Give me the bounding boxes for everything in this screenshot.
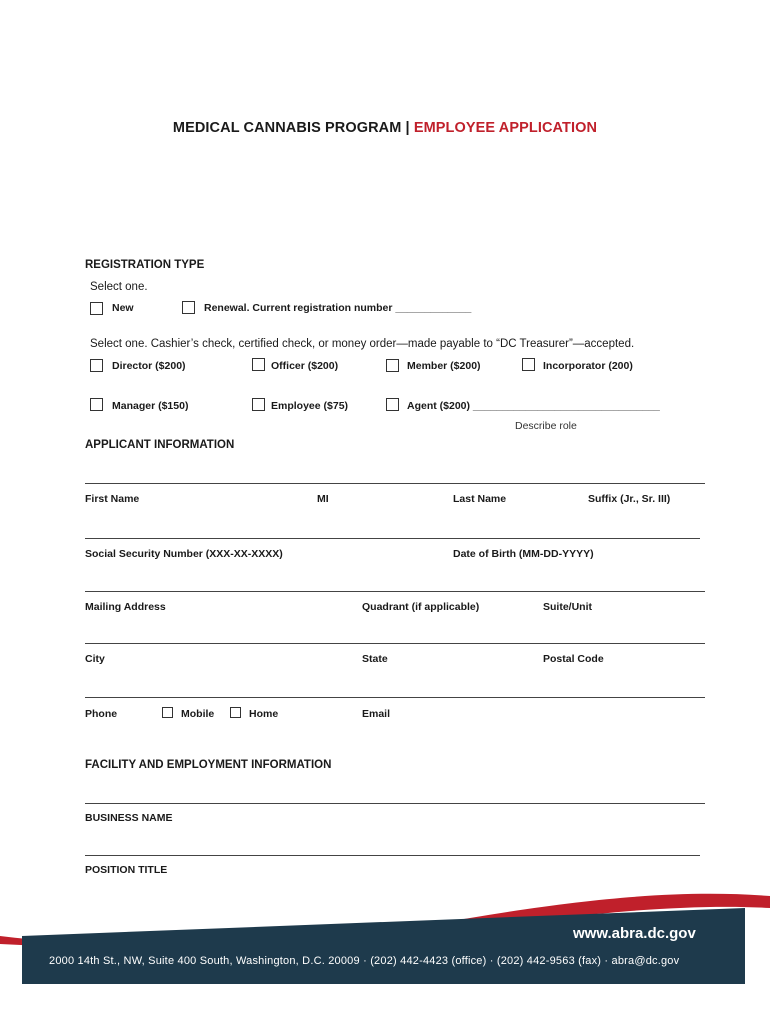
position-title-line[interactable] xyxy=(85,855,700,856)
renewal-label: Renewal. Current registration number _____________ xyxy=(204,302,472,314)
mailing-address-label: Mailing Address xyxy=(85,601,166,613)
footer-website[interactable]: www.abra.dc.gov xyxy=(573,925,696,942)
agent-checkbox[interactable] xyxy=(386,398,399,411)
footer-navy-band xyxy=(22,908,745,984)
new-checkbox[interactable] xyxy=(90,302,103,315)
business-name-line[interactable] xyxy=(85,803,705,804)
member-checkbox[interactable] xyxy=(386,359,399,372)
dob-label: Date of Birth (MM-DD-YYYY) xyxy=(453,548,594,560)
page-title xyxy=(0,120,770,136)
title-accent: EMPLOYEE APPLICATION xyxy=(413,120,598,136)
officer-checkbox[interactable] xyxy=(252,358,265,371)
director-checkbox[interactable] xyxy=(90,359,103,372)
facility-heading: FACILITY AND EMPLOYMENT INFORMATION xyxy=(85,759,332,771)
position-title-label: POSITION TITLE xyxy=(85,864,168,876)
manager-checkbox[interactable] xyxy=(90,398,103,411)
manager-label: Manager ($150) xyxy=(112,400,189,412)
ssn-label: Social Security Number (XXX-XX-XXXX) xyxy=(85,548,283,560)
member-label: Member ($200) xyxy=(407,360,481,372)
suffix-label: Suffix (Jr., Sr. III) xyxy=(588,493,671,505)
email-label: Email xyxy=(362,708,391,720)
title-main: MEDICAL CANNABIS PROGRAM | xyxy=(172,120,414,136)
city-label: City xyxy=(85,653,105,665)
phone-label: Phone xyxy=(85,708,118,720)
director-label: Director ($200) xyxy=(112,360,186,372)
applicant-heading: APPLICANT INFORMATION xyxy=(85,439,235,451)
employee-label: Employee ($75) xyxy=(271,400,349,412)
state-label: State xyxy=(362,653,388,665)
quadrant-label: Quadrant (if applicable) xyxy=(362,601,480,613)
mobile-checkbox[interactable] xyxy=(162,707,173,718)
city-line[interactable] xyxy=(85,643,705,644)
describe-role-label: Describe role xyxy=(515,420,577,432)
officer-label: Officer ($200) xyxy=(271,360,339,372)
new-label: New xyxy=(112,302,134,314)
select-one-label: Select one. xyxy=(90,281,148,293)
first-name-label: First Name xyxy=(85,493,140,505)
contact-line[interactable] xyxy=(85,697,705,698)
payment-instructions: Select one. Cashier’s check, certified check, or money order—made payable to “DC Treasurer”—accepted. xyxy=(90,338,635,350)
employee-checkbox[interactable] xyxy=(252,398,265,411)
suite-label: Suite/Unit xyxy=(543,601,592,613)
footer-address: 2000 14th St., NW, Suite 400 South, Washington, D.C. 20009 · (202) 442-4423 (office) · (202) 442-9563 (fax) · abra@dc.gov xyxy=(49,955,680,967)
address-line[interactable] xyxy=(85,591,705,592)
incorporator-checkbox[interactable] xyxy=(522,358,535,371)
mi-label: MI xyxy=(317,493,329,505)
registration-heading: REGISTRATION TYPE xyxy=(85,259,205,271)
ssn-dob-line[interactable] xyxy=(85,538,700,539)
home-checkbox[interactable] xyxy=(230,707,241,718)
mobile-label: Mobile xyxy=(181,708,215,720)
home-label: Home xyxy=(249,708,279,720)
renewal-checkbox[interactable] xyxy=(182,301,195,314)
business-name-label: BUSINESS NAME xyxy=(85,812,173,824)
name-line[interactable] xyxy=(85,483,705,484)
postal-code-label: Postal Code xyxy=(543,653,604,665)
incorporator-label: Incorporator (200) xyxy=(543,360,633,372)
agent-label: Agent ($200) ________________________________ xyxy=(407,400,660,412)
footer-bottom-space xyxy=(0,984,770,1024)
last-name-label: Last Name xyxy=(453,493,507,505)
